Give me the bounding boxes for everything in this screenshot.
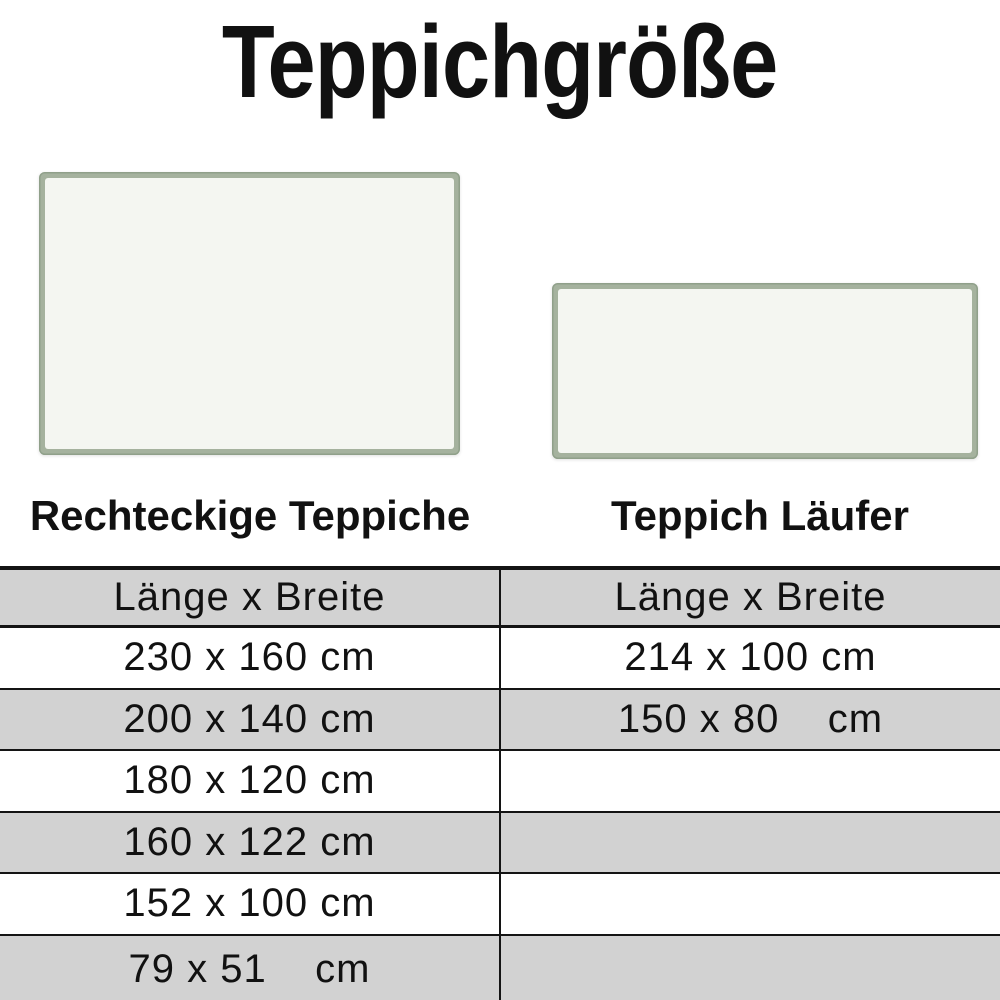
size-cell-left: 160 x 122 cm [0, 813, 501, 873]
table-row [0, 874, 1000, 936]
page-title: Teppichgröße [222, 4, 778, 119]
size-cell-right [501, 813, 1000, 873]
table-row [0, 628, 1000, 690]
table-header-right: Länge x Breite [614, 575, 887, 619]
table-row [0, 813, 1000, 875]
size-cell-left: 180 x 120 cm [0, 751, 501, 811]
size-cell-left: 152 x 100 cm [0, 874, 501, 934]
size-cell-right [501, 751, 1000, 811]
table-header-row [0, 570, 1000, 628]
size-cell-left: 200 x 140 cm [0, 690, 501, 750]
size-cell-right [501, 874, 1000, 934]
size-cell-right: 150 x 80 cm [617, 696, 884, 741]
table-row [0, 690, 1000, 752]
size-cell-right: 214 x 100 cm [624, 635, 877, 680]
runner-rug-chevron-image [552, 283, 978, 459]
page-title-wrap [0, 4, 1000, 119]
table-row [0, 936, 1000, 1000]
size-cell-right [501, 936, 1000, 1000]
size-cell-left: 79 x 51 cm [0, 936, 501, 1000]
rectangular-rug-chevron-image [39, 172, 460, 455]
table-row [0, 751, 1000, 813]
rectangular-rugs-label: Rechteckige Teppiche [29, 492, 471, 539]
size-cell-left: 230 x 160 cm [0, 628, 501, 688]
runner-rugs-label: Teppich Läufer [611, 492, 909, 539]
table-header-left: Länge x Breite [0, 570, 501, 625]
size-table [0, 566, 1000, 1000]
